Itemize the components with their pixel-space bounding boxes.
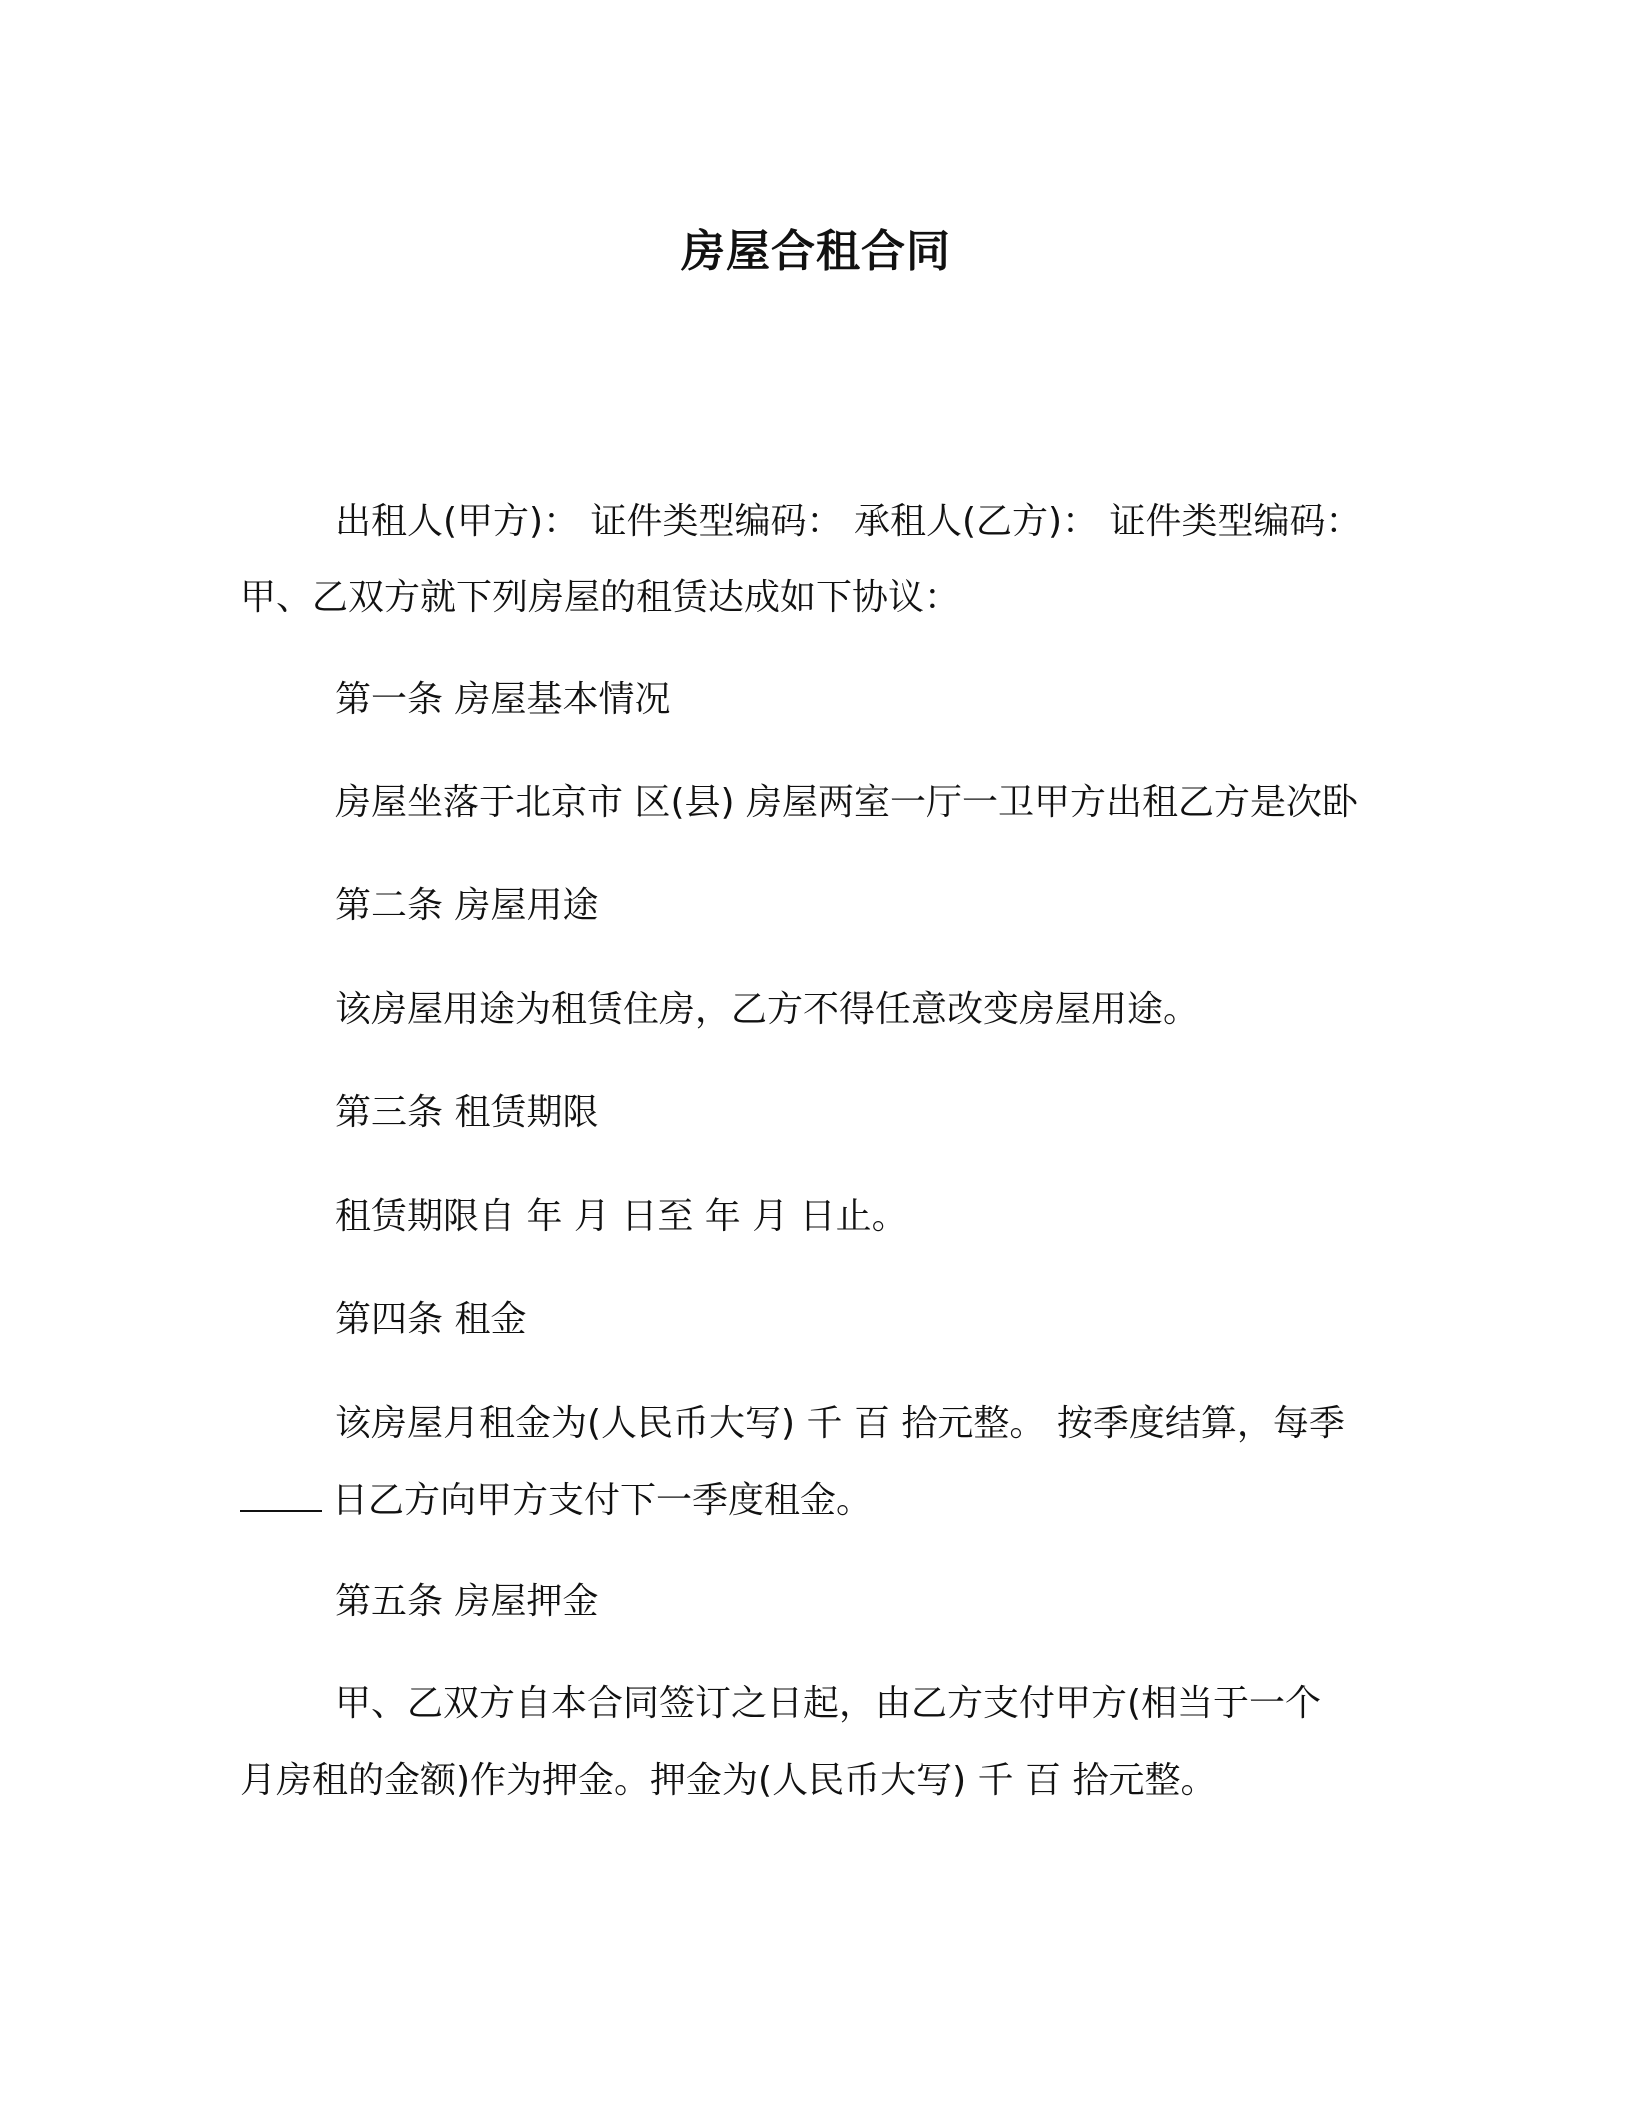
article-5-heading: 第五条 房屋押金 (335, 1581, 599, 1622)
article-4-body-line1: 该房屋月租金为(人民币大写) 千 百 拾元整。 按季度结算，每季 (335, 1403, 1345, 1444)
article-5-body-line2: 月房租的金额)作为押金。押金为(人民币大写) 千 百 拾元整。 (240, 1760, 1217, 1801)
intro-line: 甲、乙双方就下列房屋的租赁达成如下协议： (240, 577, 961, 618)
article-4-heading: 第四条 租金 (335, 1299, 527, 1340)
payment-day-blank (240, 1482, 322, 1512)
document-title: 房屋合租合同 (681, 226, 951, 277)
article-4-body-line2-wrapper (240, 1477, 872, 1525)
article-2-body: 该房屋用途为租赁住房，乙方不得任意改变房屋用途。 (335, 989, 1200, 1030)
article-2-heading: 第二条 房屋用途 (335, 885, 599, 926)
article-5-body-line1: 甲、乙双方自本合同签订之日起，由乙方支付甲方(相当于一个 (335, 1683, 1322, 1724)
article-1-heading: 第一条 房屋基本情况 (335, 679, 671, 720)
article-3-body: 租赁期限自 年 月 日至 年 月 日止。 (335, 1196, 908, 1237)
article-1-body: 房屋坐落于北京市 区(县) 房屋两室一厅一卫甲方出租乙方是次卧 (335, 782, 1358, 823)
article-3-heading: 第三条 租赁期限 (335, 1092, 599, 1133)
parties-line: 出租人(甲方)： 证件类型编码： 承租人(乙方)： 证件类型编码： (335, 501, 1362, 542)
article-4-body-line2: 日乙方向甲方支付下一季度租金。 (332, 1480, 873, 1521)
